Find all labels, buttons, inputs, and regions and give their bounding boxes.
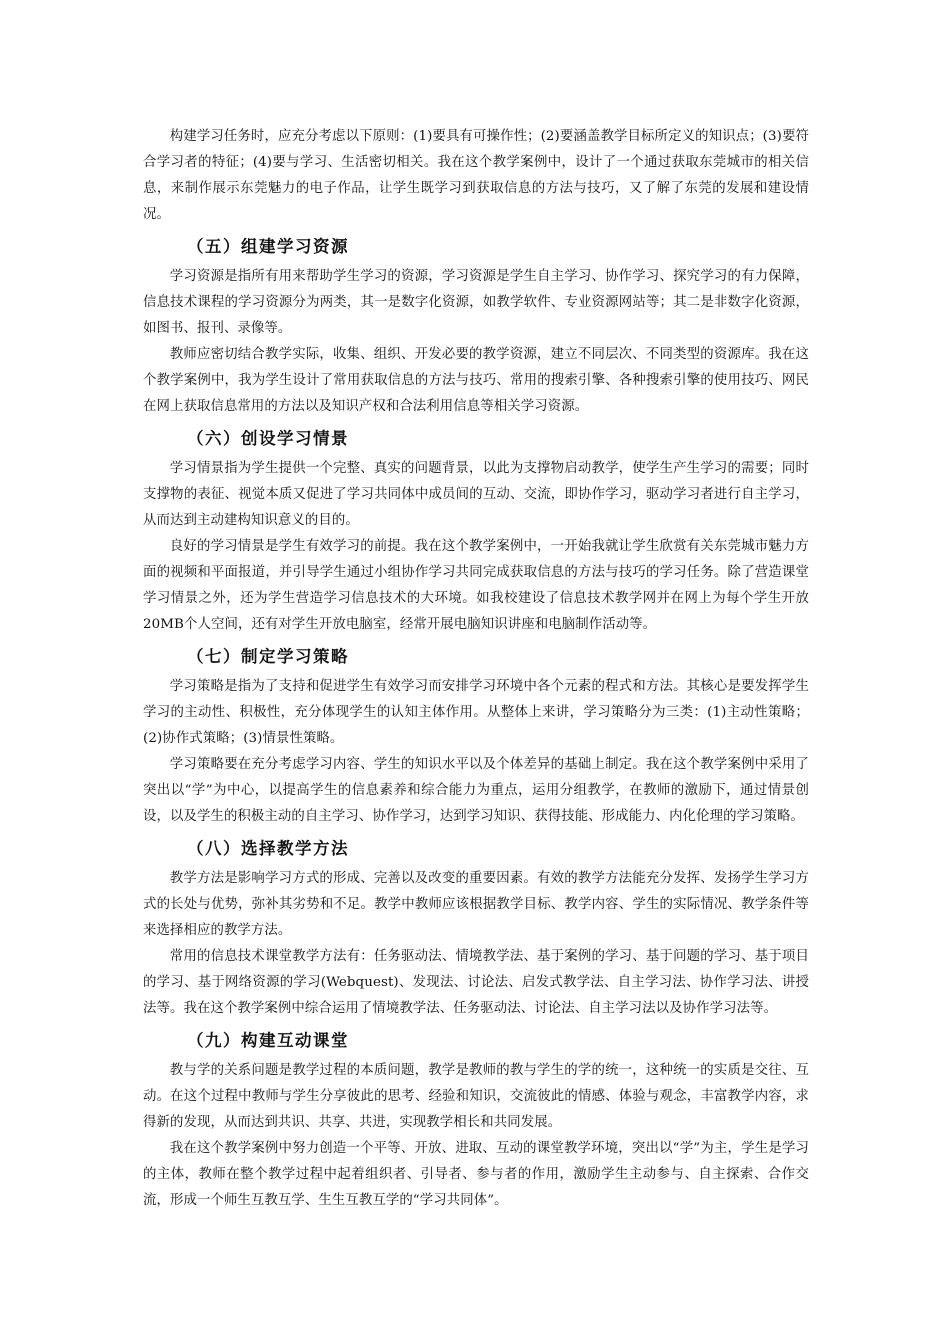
section-heading: （七）制定学习策略 xyxy=(187,647,349,666)
paragraph: 学习情景指为学生提供一个完整、真实的问题背景，以此为支撑物启动教学，使学生产生学习的需要；同时支撑物的表征、视觉本质又促进了学习共同体中成员间的互动、交流，即协作学习，驱动学习者进行自主学习，从而达到主动建构知识意义的目的。 xyxy=(143,461,809,528)
section-5 xyxy=(143,232,809,420)
section-8 xyxy=(143,834,809,1022)
paragraph: 良好的学习情景是学生有效学习的前提。我在这个教学案例中，一开始我就让学生欣赏有关东莞城市魅力方面的视频和平面报道，并引导学生通过小组协作学习共同完成获取信息的方法与技巧的学习任务。除了营造课堂学习情景之外，还为学生营造学习信息技术的大环境。如我校建设了信息技术教学网并在网上为每个学生开放20MB个人空间，还有对学生开放电脑室，经常开展电脑知识讲座和电脑制作活动等。 xyxy=(143,539,809,632)
section-heading: （八）选择教学方法 xyxy=(187,839,349,858)
paragraph: 学习策略是指为了支持和促进学生有效学习而安排学习环境中各个元素的程式和方法。其核心是要发挥学生学习的主动性、积极性，充分体现学生的认知主体作用。从整体上来讲，学习策略分为三类：(1)主动性策略；(2)协作式策略；(3)情景性策略。 xyxy=(143,679,809,746)
paragraph: 我在这个教学案例中努力创造一个平等、开放、进取、互动的课堂教学环境，突出以“学”为主，学生是学习的主体，教师在整个教学过程中起着组织者、引导者、参与者的作用，激励学生主动参与、自主探索、合作交流，形成一个师生互教互学、生生互教互学的“学习共同体”。 xyxy=(143,1141,809,1208)
intro-paragraph: 构建学习任务时，应充分考虑以下原则：(1)要具有可操作性；(2)要涵盖教学目标所定义的知识点；(3)要符合学习者的特征；(4)要与学习、生活密切相关。我在这个教学案例中，设计了一个通过获取东莞城市的相关信息，来制作展示东莞魅力的电子作品，让学生既学习到获取信息的方法与技巧，又了解了东莞的发展和建设情况。 xyxy=(143,129,809,222)
section-heading: （六）创设学习情景 xyxy=(187,429,349,448)
paragraph: 常用的信息技术课堂教学方法有：任务驱动法、情境教学法、基于案例的学习、基于问题的学习、基于项目的学习、基于网络资源的学习(Webquest)、发现法、讨论法、启发式教学法、自主学习法、协作学习法、讲授法等。我在这个教学案例中综合运用了情境教学法、任务驱动法、讨论法、自主学习法以及协作学习法等。 xyxy=(143,949,809,1016)
paragraph: 学习资源是指所有用来帮助学生学习的资源，学习资源是学生自主学习、协作学习、探究学习的有力保障，信息技术课程的学习资源分为两类，其一是数字化资源，如教学软件、专业资源网站等；其二是非数字化资源，如图书、报刊、录像等。 xyxy=(143,269,809,336)
paragraph: 学习策略要在充分考虑学习内容、学生的知识水平以及个体差异的基础上制定。我在这个教学案例中采用了突出以“学”为中心，以提高学生的信息素养和综合能力为重点，运用分组教学，在教师的激励下，通过情景创设，以及学生的积极主动的自主学习、协作学习，达到学习知识、获得技能、形成能力、内化伦理的学习策略。 xyxy=(143,757,809,824)
document-page xyxy=(143,124,809,1214)
section-heading: （五）组建学习资源 xyxy=(187,237,349,256)
paragraph: 教与学的关系问题是教学过程的本质问题，教学是教师的教与学生的学的统一，这种统一的实质是交往、互动。在这个过程中教师与学生分享彼此的思考、经验和知识，交流彼此的情感、体验与观念，丰富教学内容，求得新的发现，从而达到共识、共享、共进，实现教学相长和共同发展。 xyxy=(143,1063,809,1130)
paragraph: 教学方法是影响学习方式的形成、完善以及改变的重要因素。有效的教学方法能充分发挥、发扬学生学习方式的长处与优势，弥补其劣势和不足。教学中教师应该根据教学目标、教学内容、学生的实际情况、教学条件等来选择相应的教学方法。 xyxy=(143,871,809,938)
section-7 xyxy=(143,642,809,830)
section-6 xyxy=(143,424,809,638)
section-9 xyxy=(143,1026,809,1214)
paragraph: 教师应密切结合教学实际，收集、组织、开发必要的教学资源，建立不同层次、不同类型的资源库。我在这个教学案例中，我为学生设计了常用获取信息的方法与技巧、常用的搜索引擎、各种搜索引擎的使用技巧、网民在网上获取信息常用的方法以及知识产权和合法利用信息等相关学习资源。 xyxy=(143,347,809,414)
section-heading: （九）构建互动课堂 xyxy=(187,1031,349,1050)
